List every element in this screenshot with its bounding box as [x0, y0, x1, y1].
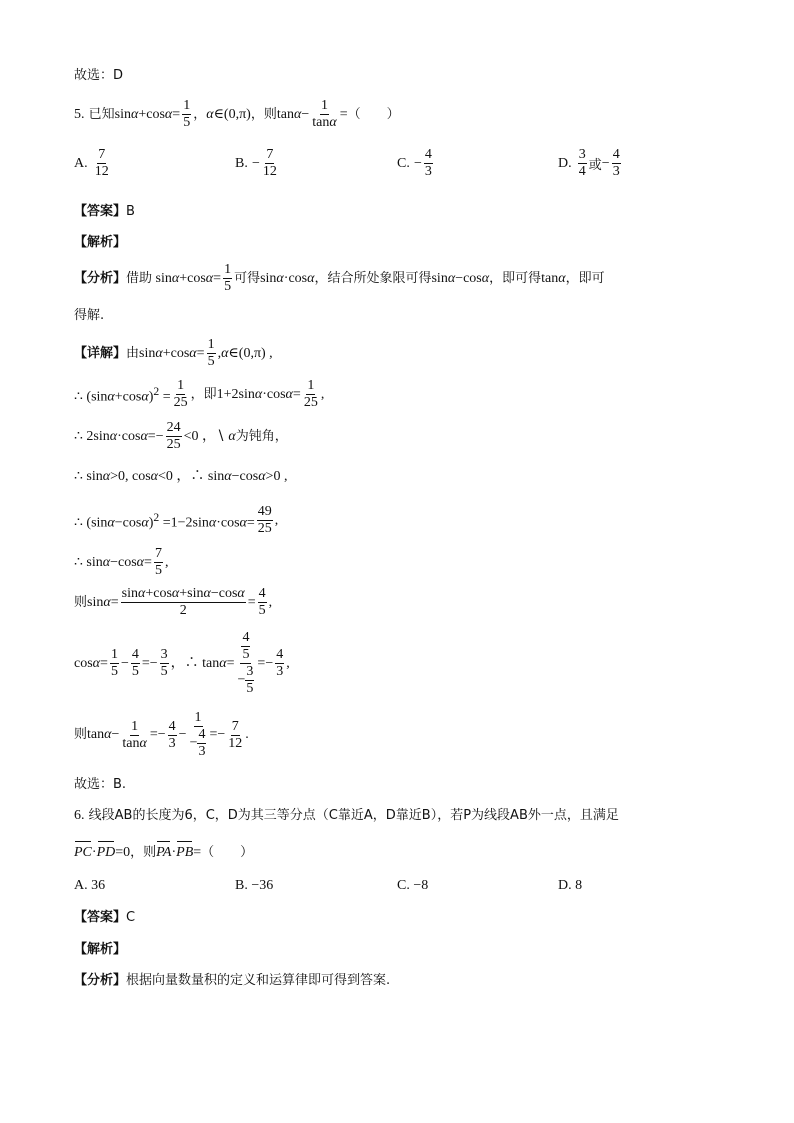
q5-step-signs: ∴ sinα>0, cosα<0 ，∴ sinα−cosα>0 ,	[74, 469, 288, 484]
previous-choice: 故选：D	[74, 68, 124, 83]
q5-step-diff: ∴ sinα−cosα= $\frac{7}{5}$ ,	[74, 546, 169, 578]
q5-option-d: D. $\frac{3}{4}$ 或 − $\frac{4}{3}$	[558, 147, 620, 179]
q5-step-square: ∴ $(\sin\alpha+\cos\alpha)^2$ = $\frac{1}{25}$ ，即 1+2sinα·cosα= $\frac{1}{25}$ ,	[74, 378, 325, 410]
q5-analysis-heading: 【解析】	[74, 235, 127, 250]
q5-option-a: A. $\frac{7}{12}$	[74, 147, 109, 179]
q6-option-c: C. −8	[397, 878, 429, 893]
q5-detail-start: 【详解】 由 sinα+cosα= $\frac{1}{5}$ ,α∈(0,π) ,	[74, 337, 273, 369]
q5-step-cos-tan: cosα= $\frac{1}{5}$ − $\frac{4}{5}$ =− $\frac{3}{5}$ ，∴ tanα= $\frac{4}{5}$ − $\frac{3}{5}$ =− $\frac{4}{3}$ ,	[74, 630, 290, 696]
q5-step-final: 则 tanα− $\frac{1}{\tan\alpha}$ =− $\frac{4}{3}$ − 1 − $\frac{4}{3}$ =− $\frac{7}{12}$ .	[74, 710, 249, 759]
q6-stem-line2: PC·PD=0 ，则 PA·PB= （ ）	[74, 845, 254, 860]
q6-stem-line1: 6. 线段AB的长度为6，C，D为其三等分点（C靠近A，D靠近B），若P为线段AB外一点，且满足	[74, 808, 619, 823]
q5-answer: 【答案】B	[74, 204, 135, 219]
q5-step-product: ∴ 2sinα·cosα=− $\frac{24}{25}$ <0 ，∖ α 为钝角，	[74, 420, 288, 452]
q5-then: ，则	[250, 106, 277, 122]
q5-option-c: C. − $\frac{4}{3}$	[397, 147, 432, 179]
q6-analysis-heading: 【解析】	[74, 942, 127, 957]
q6-option-d: D. 8	[558, 878, 583, 893]
q6-fenxi: 【分析】根据向量数量积的定义和运算律即可得到答案.	[74, 973, 391, 988]
q6-option-a: A. 36	[74, 878, 106, 893]
q6-answer: 【答案】C	[74, 910, 136, 925]
q5-option-b: B. − $\frac{7}{12}$	[235, 147, 277, 179]
q5-fenxi: 【分析】 借助 sinα+cosα= $\frac{1}{5}$ 可得 sinα·cosα ，结合所处象限可得 sinα−cosα ，即可得 tanα ，即可	[74, 262, 605, 294]
q5-step-sin: 则 sinα= $\frac{\sin\alpha+\cos\alpha+\sin\alpha-\cos\alpha}{2}$ = $\frac{4}{5}$ ,	[74, 586, 273, 618]
q5-blank: （ ）	[347, 106, 400, 122]
frac-1-tan: $\frac{1}{\tan\alpha}$	[312, 98, 337, 130]
q5-number: 5.	[74, 106, 85, 122]
q5-comma: ，	[193, 106, 207, 122]
q6-option-b: B. −36	[235, 878, 274, 893]
q5-stem: 5. 已知 sinα+cosα= $\frac{1}{5}$ ， α∈(0,π) ，则 tanα− $\frac{1}{\tan\alpha}$ = （ ）	[74, 98, 400, 130]
q5-step-diff-square: ∴ $(\sin\alpha-\cos\alpha)^2 =1-2\sin\alpha\cdot\cos\alpha=$ $\frac{49}{25}$ ,	[74, 504, 279, 536]
frac-1-5: $\frac{1}{5}$	[183, 98, 191, 130]
q5-stem-pre: 已知	[88, 106, 115, 122]
q5-fenxi-cont: 得解.	[74, 308, 105, 323]
q5-final-choice: 故选：B.	[74, 777, 127, 792]
